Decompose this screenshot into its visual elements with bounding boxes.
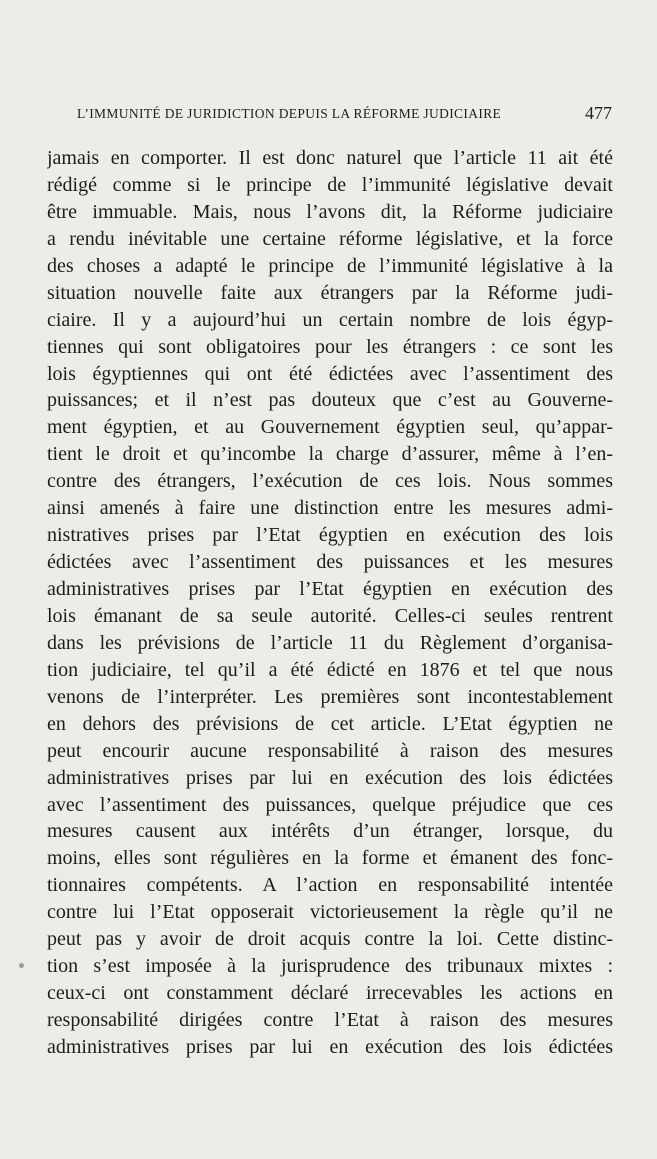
page-header bbox=[77, 103, 612, 128]
text-line: peut pas y avoir de droit acquis contre la loi. Cette distinc- bbox=[47, 928, 613, 951]
text-line: tion judiciaire, tel qu’il a été édicté en 1876 et tel que nous bbox=[47, 658, 613, 681]
text-line: puissances; et il n’est pas douteux que c’est au Gouverne- bbox=[47, 389, 613, 412]
text-line: a rendu inévitable une certaine réforme législative, et la force bbox=[47, 227, 613, 250]
text-line: tiennes qui sont obligatoires pour les étrangers : ce sont les bbox=[47, 335, 613, 358]
text-line: lois égyptiennes qui ont été édictées avec l’assentiment des bbox=[47, 362, 613, 385]
body-text bbox=[47, 145, 613, 1061]
text-line: ceux-ci ont constamment déclaré irrecevables les actions en bbox=[47, 982, 613, 1005]
text-line: rédigé comme si le principe de l’immunité législative devait bbox=[47, 173, 613, 196]
text-line: contre des étrangers, l’exécution de ces lois. Nous sommes bbox=[47, 470, 613, 493]
running-head: L’IMMUNITÉ DE JURIDICTION DEPUIS LA RÉFORME JUDICIAIRE bbox=[77, 106, 502, 121]
text-line: des choses a adapté le principe de l’immunité législative à la bbox=[47, 254, 613, 277]
text-line: administratives prises par l’Etat égyptien en exécution des bbox=[47, 578, 613, 600]
text-line: administratives prises par lui en exécution des lois édictées bbox=[47, 1035, 613, 1058]
text-line: dans les prévisions de l’article 11 du Règlement d’organisa- bbox=[47, 631, 613, 654]
text-line: en dehors des prévisions de cet article. L’Etat égyptien ne bbox=[47, 712, 613, 735]
text-line: moins, elles sont régulières en la forme et émanent des fonc- bbox=[47, 847, 613, 870]
text-line: tient le droit et qu’incombe la charge d’assurer, même à l’en- bbox=[47, 443, 613, 466]
text-line: tion s’est imposée à la jurisprudence des tribunaux mixtes : bbox=[47, 955, 613, 978]
ink-dot bbox=[19, 963, 24, 968]
text-line: être immuable. Mais, nous l’avons dit, la Réforme judiciaire bbox=[47, 200, 613, 223]
text-line: responsabilité dirigées contre l’Etat à raison des mesures bbox=[47, 1009, 613, 1031]
text-line: mesures causent aux intérêts d’un étranger, lorsque, du bbox=[47, 820, 613, 843]
text-line: contre lui l’Etat opposerait victorieusement la règle qu’il ne bbox=[47, 901, 613, 924]
text-line: tionnaires compétents. A l’action en responsabilité intentée bbox=[47, 874, 613, 897]
text-line: situation nouvelle faite aux étrangers par la Réforme judi- bbox=[47, 281, 613, 304]
text-line: ainsi amenés à faire une distinction entre les mesures admi- bbox=[47, 497, 613, 520]
text-line: peut encourir aucune responsabilité à raison des mesures bbox=[47, 739, 613, 762]
text-line: avec l’assentiment des puissances, quelque préjudice que ces bbox=[47, 793, 613, 816]
text-line: édictées avec l’assentiment des puissances et les mesures bbox=[47, 551, 613, 574]
text-line: venons de l’interpréter. Les premières sont incontestablement bbox=[47, 685, 613, 708]
text-line: administratives prises par lui en exécution des lois édictées bbox=[47, 766, 613, 789]
text-line: ciaire. Il y a aujourd’hui un certain nombre de lois égyp- bbox=[47, 308, 613, 331]
text-line: ment égyptien, et au Gouvernement égyptien seul, qu’appar- bbox=[47, 416, 613, 439]
text-line: lois émanant de sa seule autorité. Celles-ci seules rentrent bbox=[47, 604, 613, 627]
page-number: 477 bbox=[585, 103, 612, 123]
text-line: nistratives prises par l’Etat égyptien en exécution des lois bbox=[47, 524, 613, 547]
text-line: jamais en comporter. Il est donc naturel que l’article 11 ait été bbox=[47, 147, 613, 169]
